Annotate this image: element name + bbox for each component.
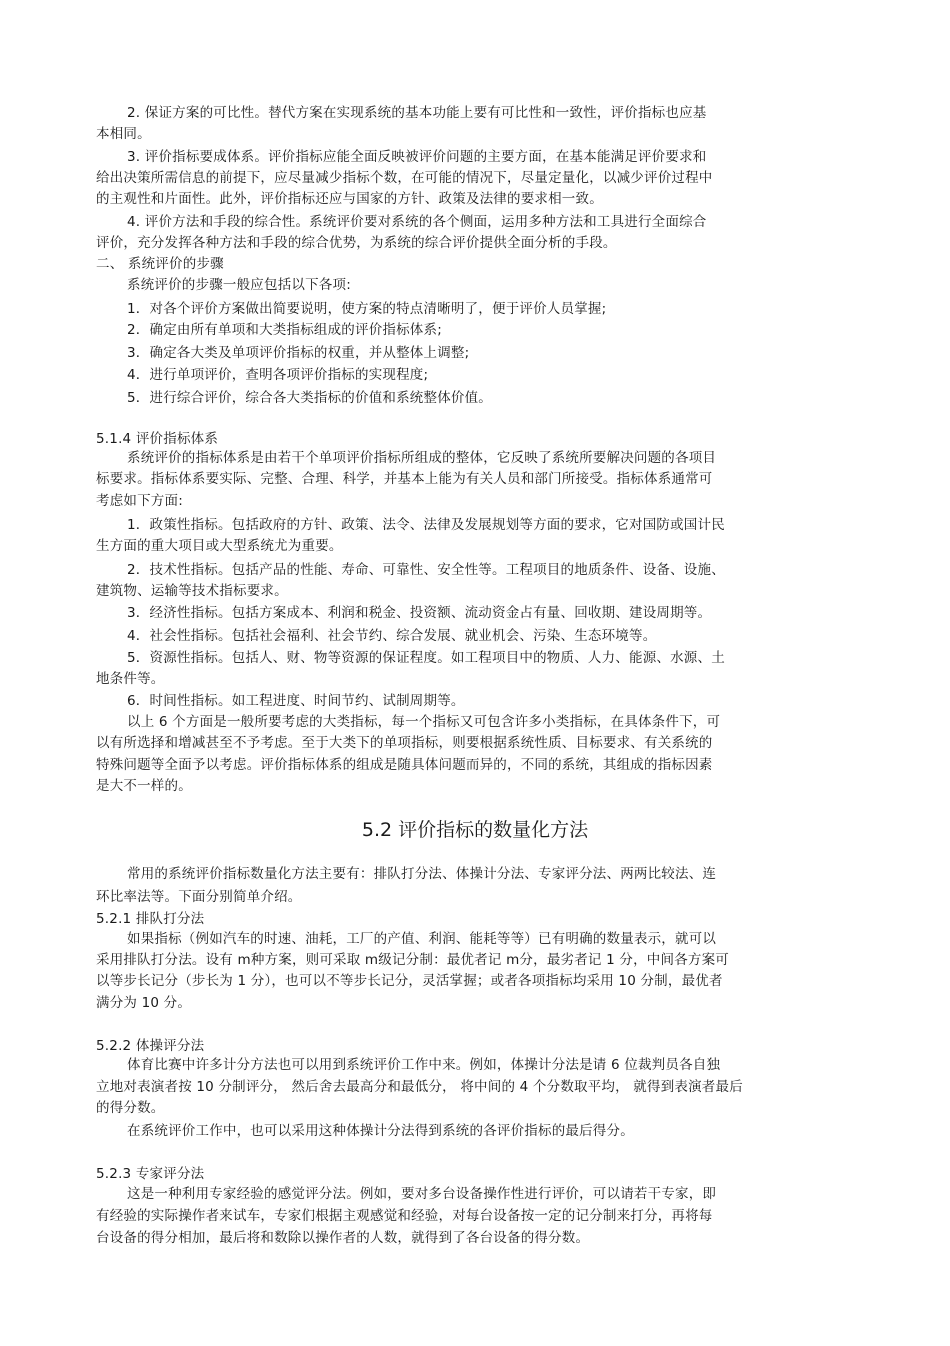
- paragraph-line: 地条件等。: [96, 671, 165, 687]
- list-item: 4．进行单项评价，查明各项评价指标的实现程度;: [127, 367, 429, 383]
- paragraph-line: 3. 评价指标要成体系。评价指标应能全面反映被评价问题的主要方面，在基本能满足评价要求和: [127, 149, 707, 165]
- paragraph-line: 这是一种利用专家经验的感觉评分法。例如，要对多台设备操作性进行评价，可以请若干专家，即: [127, 1186, 717, 1202]
- paragraph-line: 立地对表演者按 10 分制评分， 然后舍去最高分和最低分， 将中间的 4 个分数取平均， 就得到表演者最后: [96, 1079, 743, 1095]
- paragraph-line: 体育比赛中许多计分方法也可以用到系统评价工作中来。例如，体操计分法是请 6 位裁判员各自独: [127, 1057, 721, 1073]
- list-item: 5．资源性指标。包括人、财、物等资源的保证程度。如工程项目中的物质、人力、能源、水源、土: [127, 650, 725, 666]
- paragraph-line: 系统评价的步骤一般应包括以下各项:: [127, 277, 351, 293]
- paragraph-line: 满分为 10 分。: [96, 995, 192, 1011]
- paragraph-line: 以等步长记分（步长为 1 分），也可以不等步长记分，灵活掌握；或者各项指标均采用 10 分制，最优者: [96, 973, 723, 989]
- paragraph-line: 系统评价的指标体系是由若干个单项评价指标所组成的整体，它反映了系统所要解决问题的各项目: [127, 450, 717, 466]
- paragraph-line: 考虑如下方面:: [96, 493, 183, 509]
- paragraph-line: 的得分数。: [96, 1100, 165, 1116]
- subsection-heading: 5.2.2 体操评分法: [96, 1038, 205, 1054]
- paragraph-line: 常用的系统评价指标数量化方法主要有：排队打分法、体操计分法、专家评分法、两两比较法、连: [127, 866, 717, 882]
- paragraph-line: 建筑物、运输等技术指标要求。: [96, 583, 288, 599]
- paragraph-line: 是大不一样的。: [96, 778, 192, 794]
- paragraph-line: 2. 保证方案的可比性。替代方案在实现系统的基本功能上要有可比性和一致性，评价指标也应基: [127, 105, 707, 121]
- section-title: 5.2 评价指标的数量化方法: [361, 819, 589, 841]
- list-item: 5．进行综合评价，综合各大类指标的价值和系统整体价值。: [127, 390, 492, 406]
- paragraph-line: 如果指标（例如汽车的时速、油耗，工厂的产值、利润、能耗等等）已有明确的数量表示，就可以: [127, 931, 717, 947]
- list-item: 3．经济性指标。包括方案成本、利润和税金、投资额、流动资金占有量、回收期、建设周期等。: [127, 605, 712, 621]
- paragraph-line: 在系统评价工作中，也可以采用这种体操计分法得到系统的各评价指标的最后得分。: [127, 1123, 634, 1139]
- subsection-heading: 5.2.3 专家评分法: [96, 1166, 205, 1182]
- paragraph-line: 环比率法等。下面分别简单介绍。: [96, 889, 302, 905]
- paragraph-line: 有经验的实际操作者来试车，专家们根据主观感觉和经验，对每台设备按一定的记分制来打分，再将每: [96, 1208, 713, 1224]
- subsection-heading: 5.1.4 评价指标体系: [96, 431, 219, 447]
- paragraph-line: 特殊问题等全面予以考虑。评价指标体系的组成是随具体问题而异的，不同的系统，其组成的指标因素: [96, 757, 713, 773]
- paragraph-line: 生方面的重大项目或大型系统尤为重要。: [96, 538, 343, 554]
- list-item: 2．技术性指标。包括产品的性能、寿命、可靠性、安全性等。工程项目的地质条件、设备、设施、: [127, 562, 725, 578]
- section-heading: 二、 系统评价的步骤: [96, 256, 224, 272]
- paragraph-line: 的主观性和片面性。此外，评价指标还应与国家的方针、政策及法律的要求相一致。: [96, 191, 603, 207]
- paragraph-line: 标要求。指标体系要实际、完整、合理、科学，并基本上能为有关人员和部门所接受。指标体系通常可: [96, 471, 713, 487]
- paragraph-line: 台设备的得分相加，最后将和数除以操作者的人数，就得到了各台设备的得分数。: [96, 1230, 590, 1246]
- list-item: 4．社会性指标。包括社会福利、社会节约、综合发展、就业机会、污染、生态环境等。: [127, 628, 657, 644]
- paragraph-line: 以上 6 个方面是一般所要考虑的大类指标，每一个指标又可包含许多小类指标，在具体条件下，可: [127, 714, 721, 730]
- paragraph-line: 给出决策所需信息的前提下，应尽量减少指标个数，在可能的情况下，尽量定量化，以减少评价过程中: [96, 170, 713, 186]
- list-item: 1．政策性指标。包括政府的方针、政策、法令、法律及发展规划等方面的要求，它对国防或国计民: [127, 517, 725, 533]
- list-item: 2．确定由所有单项和大类指标组成的评价指标体系;: [127, 322, 442, 338]
- list-item: 3．确定各大类及单项评价指标的权重，并从整体上调整;: [127, 345, 470, 361]
- subsection-heading: 5.2.1 排队打分法: [96, 911, 205, 927]
- paragraph-line: 采用排队打分法。设有 m种方案，则可采取 m级记分制：最优者记 m分，最劣者记 1 分，中间各方案可: [96, 952, 729, 968]
- list-item: 6．时间性指标。如工程进度、时间节约、试制周期等。: [127, 693, 465, 709]
- paragraph-line: 评价，充分发挥各种方法和手段的综合优势，为系统的综合评价提供全面分析的手段。: [96, 235, 617, 251]
- paragraph-line: 本相同。: [96, 126, 151, 142]
- list-item: 1．对各个评价方案做出简要说明，使方案的特点清晰明了，便于评价人员掌握;: [127, 301, 607, 317]
- paragraph-line: 以有所选择和增减甚至不予考虑。至于大类下的单项指标，则要根据系统性质、目标要求、有关系统的: [96, 735, 713, 751]
- paragraph-line: 4. 评价方法和手段的综合性。系统评价要对系统的各个侧面，运用多种方法和工具进行全面综合: [127, 214, 707, 230]
